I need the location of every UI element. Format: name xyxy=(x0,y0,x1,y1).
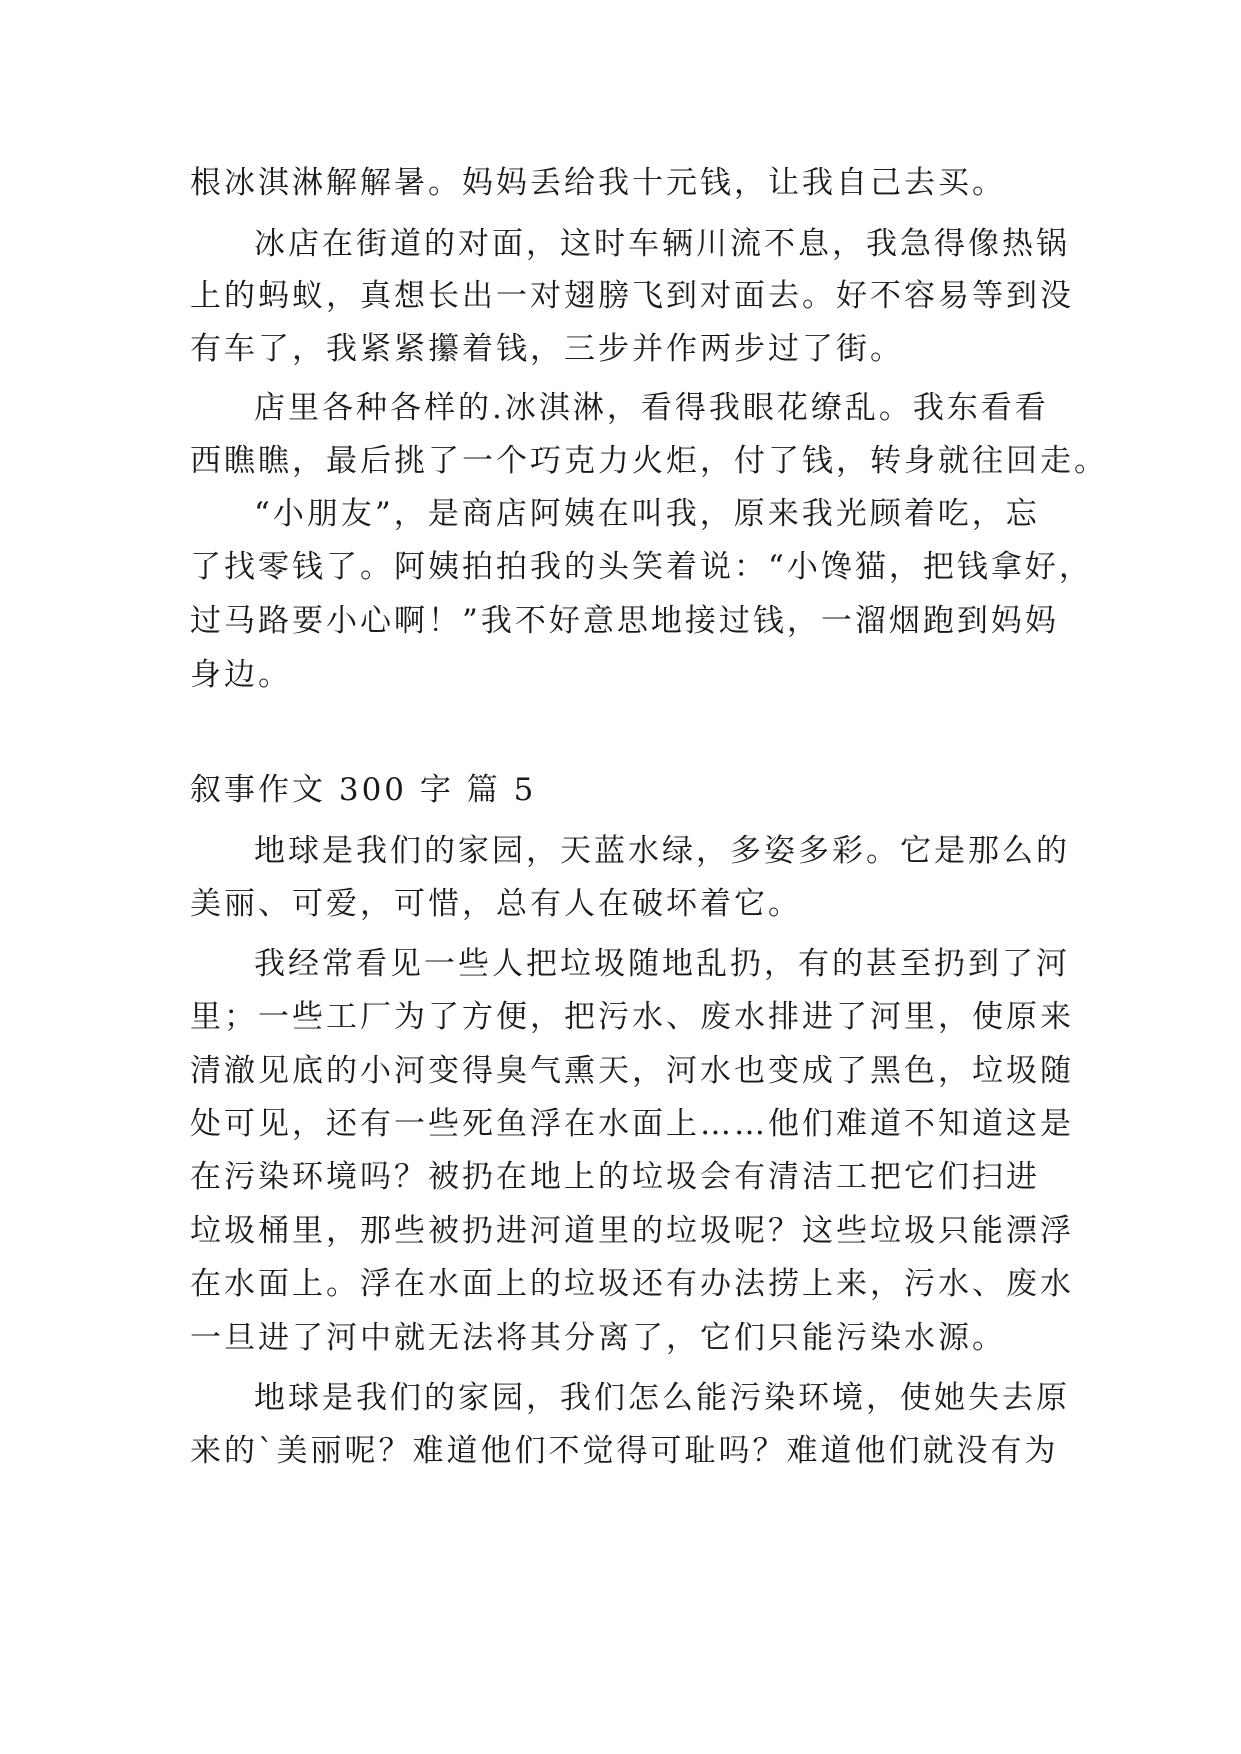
paragraph-start: 地球是我们的家园，天蓝水绿，多姿多彩。它是那么的 xyxy=(254,833,1070,869)
text-line: 有车了，我紧紧攥着钱，三步并作两步过了街。 xyxy=(190,331,904,367)
text-line: 过马路要小心啊！”我不好意思地接过钱，一溜烟跑到妈妈 xyxy=(190,603,1059,639)
text-line: 了找零钱了。阿姨拍拍我的头笑着说：“小馋猫，把钱拿好， xyxy=(190,549,1093,585)
text-line: 处可见，还有一些死鱼浮在水面上……他们难道不知道这是 xyxy=(190,1106,1074,1142)
paragraph-start: 冰店在街道的对面，这时车辆川流不息，我急得像热锅 xyxy=(254,226,1070,262)
text-line: 上的蚂蚁，真想长出一对翅膀飞到对面去。好不容易等到没 xyxy=(190,278,1074,314)
text-line: 一旦进了河中就无法将其分离了，它们只能污染水源。 xyxy=(190,1320,1006,1356)
text-line: 美丽、可爱，可惜，总有人在破坏着它。 xyxy=(190,886,802,922)
section-heading: 叙事作文 300 字 篇 5 xyxy=(190,772,537,808)
text-line: 里；一些工厂为了方便，把污水、废水排进了河里，使原来 xyxy=(190,999,1074,1035)
text-line: 在污染环境吗？被扔在地上的垃圾会有清洁工把它们扫进 xyxy=(190,1159,1040,1195)
text-line: 在水面上。浮在水面上的垃圾还有办法捞上来，污水、废水 xyxy=(190,1266,1074,1302)
text-line: 来的`美丽呢？难道他们不觉得可耻吗？难道他们就没有为 xyxy=(190,1433,1059,1469)
text-line: 垃圾桶里，那些被扔进河道里的垃圾呢？这些垃圾只能漂浮 xyxy=(190,1213,1074,1249)
paragraph-start: “小朋友”，是商店阿姨在叫我，原来我光顾着吃，忘 xyxy=(254,496,1040,532)
paragraph-start: 我经常看见一些人把垃圾随地乱扔，有的甚至扔到了河 xyxy=(254,946,1070,982)
text-line: 清澈见底的小河变得臭气熏天，河水也变成了黑色，垃圾随 xyxy=(190,1053,1074,1089)
paragraph-start: 地球是我们的家园，我们怎么能污染环境，使她失去原 xyxy=(254,1380,1070,1416)
text-line: 身边。 xyxy=(190,657,292,693)
text-line: 西瞧瞧，最后挑了一个巧克力火炬，付了钱，转身就往回走。 xyxy=(190,443,1108,479)
text-line: 根冰淇淋解解暑。妈妈丢给我十元钱，让我自己去买。 xyxy=(190,165,1006,201)
paragraph-start: 店里各种各样的.冰淇淋，看得我眼花缭乱。我东看看 xyxy=(254,390,1049,426)
